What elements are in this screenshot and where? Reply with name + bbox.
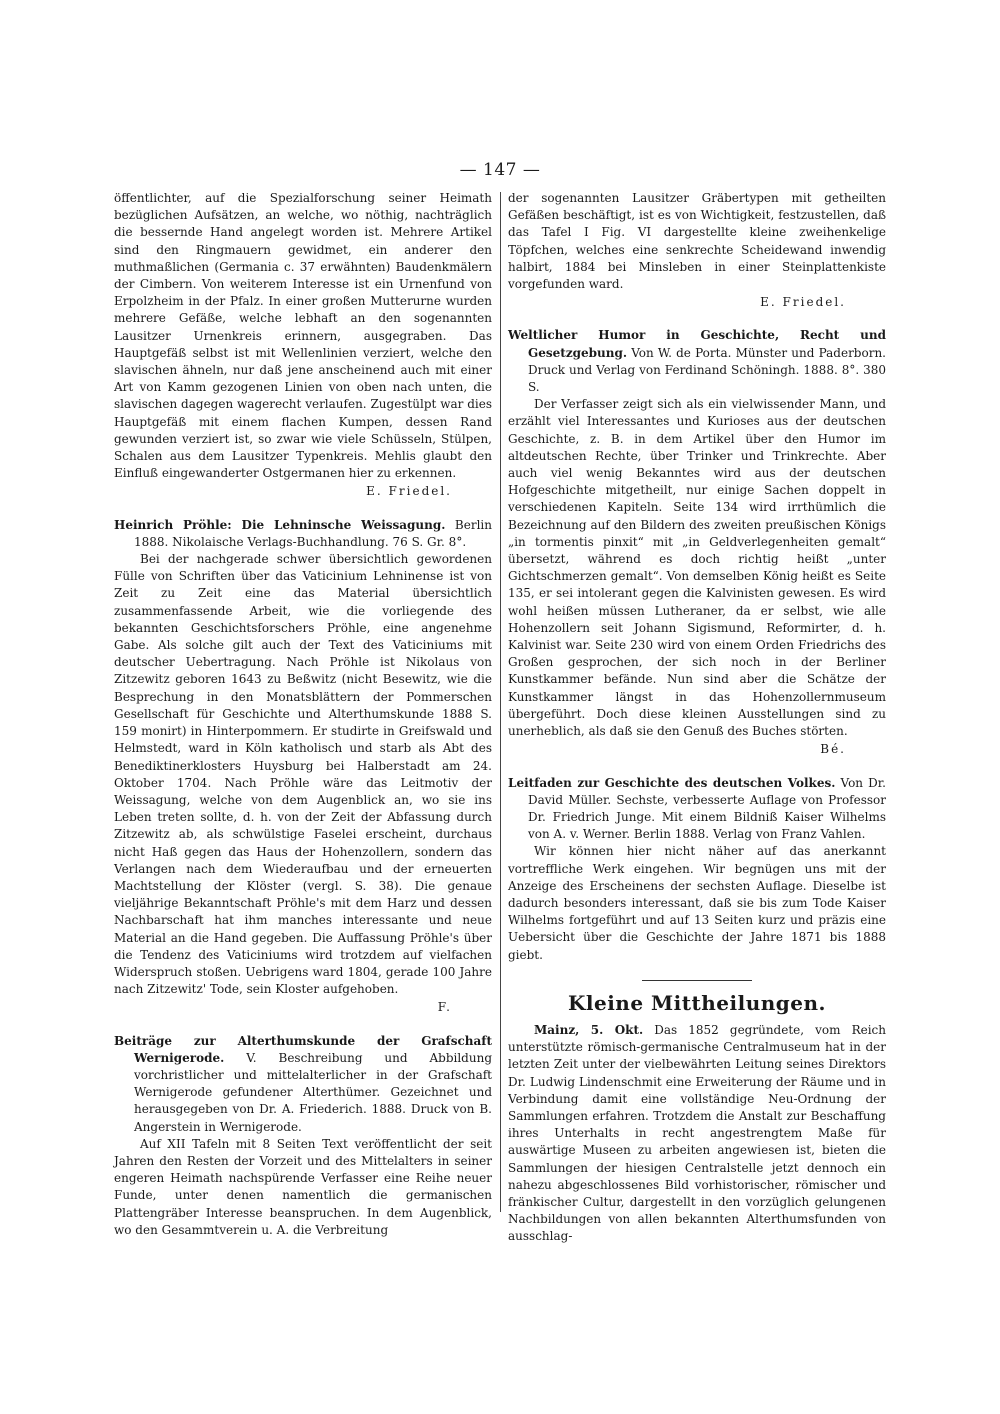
news-paragraph xyxy=(508,1022,886,1246)
signature: F. xyxy=(437,1000,452,1015)
section-separator-rule xyxy=(642,980,752,981)
review-details: V. Beschreibung und Abbildung vorchristlicher und mittelalterlicher in der Grafschaft Wernigerode gefundener Alterthümer. Gezeichnet und herausgegeben von Dr. A. Friederich. 1888. Druck von B. Angerstein in Wernigerode. xyxy=(134,1050,492,1134)
right-column xyxy=(508,190,886,1246)
column-divider xyxy=(500,192,501,1212)
left-column xyxy=(114,190,492,1239)
review-entry xyxy=(114,1033,492,1136)
review-heading: Heinrich Pröhle: Die Lehninsche Weissagung. xyxy=(114,517,446,532)
review-paragraph: Bei der nachgerade schwer übersichtlich gewordenen Fülle von Schriften über das Vaticinium Lehninense ist von Zeit zu Zeit eine das Material übersichtlich zusammenfassende Arbeit, wie die vorliegende des bekannten Geschichtsforschers Pröhle, eine angenehme Gabe. Als solche gilt auch der Text des Vaticiniums mit deutscher Uebertragung. Nach Pröhle ist Nikolaus von Zitzewitz geboren 1643 zu Beßwitz (nicht Besewitz, wie die Besprechung in den Monatsblättern der Pommerschen Gesellschaft für Geschichte und Alterthumskunde 1888 S. 159 monirt) in Hinterpommern. Er studirte in Greifswald und Helmstedt, ward in Köln katholisch und starb als Abt des Benediktinerklosters Huysburg bei Halberstadt am 24. Oktober 1704. Nach Pröhle wäre das Leitmotiv der Weissagung, welche von dem Augenblick an, wo sie ins Leben treten sollte, d. h. von der Zeit der Abfassung durch Zitzewitz ab, als schwülstige Faselei erscheint, durchaus nicht Haß gegen das Haus der Hohenzollern, sondern das Verlangen nach dem Wiederaufbau und der erneuerten Machtstellung der Klöster (vergl. S. 38). Die genaue vieljährige Bekanntschaft Pröhle's mit dem Harz und dessen Nachbarschaft hat ihm manches interessante und neue Material an die Hand gegeben. Die Auffassung Pröhle's über die Tendenz des Vaticiniums wird trotzdem auf vielfachen Widerspruch stoßen. Uebrigens ward 1804, gerade 100 Jahre nach Zitzewitz' Tode, sein Kloster aufgehoben. xyxy=(114,552,492,997)
review-paragraph: Auf XII Tafeln mit 8 Seiten Text veröffentlicht der seit Jahren den Resten der Vorzeit und des Mittelalters in seiner engeren Heimath nachspürende Verfasser eine Reihe neuer Funde, unter denen namentlich die germanischen Plattengräber Interesse beanspruchen. In dem Augenblick, wo den Gesammtverein u. A. die Verbreitung xyxy=(114,1136,492,1237)
signature: Bé. xyxy=(820,742,846,757)
review-details: Von Dr. David Müller. Sechste, verbesserte Auflage von Professor Dr. Friedrich Junge. Mit einem Bildniß Kaiser Wilhelms von A. v. Werner. Berlin 1888. Verlag von Franz Vahlen. xyxy=(528,775,886,842)
news-text: Das 1852 gegründete, vom Reich unterstützte römisch-germanische Centralmuseum hat in der letzten Zeit unter der vielbewährten Leitung seines Direktors Dr. Ludwig Lindenschmit eine Erweiterung der Räume und in Verbindung damit eine vollständige Neu-Ordnung der Sammlungen erfahren. Trotzdem die Anstalt zur Beschaffung ihres Unterhalts in recht angestrengtem Maße für auswärtige Museen zu arbeiten angewiesen ist, bieten die Sammlungen der hiesigen Centralstelle jetzt dennoch ein nahezu abgeschlossenes Bild vorhistorischer, römischer und fränkischer Cultur, dargestellt in den vorzüglich gelungenen Nachbildungen von allen bekannten Alterthumsfunden von ausschlag- xyxy=(508,1022,886,1244)
review-paragraph: Der Verfasser zeigt sich als ein vielwissender Mann, und erzählt viel Interessantes und Kurioses aus der deutschen Geschichte, z. B. in dem Artikel über den Humor im altdeutschen Rechte, über Trinker und Trinkrechte. Aber auch viel wenig Bekanntes wird aus der deutschen Hofgeschichte mitgetheilt, nur einige Sachen doppelt in verschiedenen Kapiteln. Seite 134 wird irrthümlich die Bezeichnung auf den Bildern des zweiten preußischen Königs „in tormentis pinxit“ mit „in Geldverlegenheiten gemalt“ übersetzt, während es doch richtig heißt „unter Gichtschmerzen gemalt“. Von demselben König heißt es Seite 135, er sei intolerant gegen die Kalvinisten gewesen. Es wird wohl heißen müssen Lutheraner, da er selbst, wie alle Hohenzollern seit Johann Sigismund, Reformirter, d. h. Kalvinist war. Seite 230 wird von einem Orden Friedrichs des Großen gesprochen, der sich noch in der Berliner Kunstkammer befände. Nun sind aber die Schätze der Kunstkammer längst in das Hohenzollernmuseum übergeführt. Doch diese kleinen Ausstellungen sind zu unerheblich, als daß sie den Genuß des Buches störten. xyxy=(508,397,886,739)
signature: E. Friedel. xyxy=(760,295,846,310)
review-heading: Beiträge zur Alterthumskunde der Grafschaft Wernigerode. xyxy=(114,1033,492,1065)
signature: E. Friedel. xyxy=(366,484,452,499)
continued-paragraph: der sogenannten Lausitzer Gräbertypen mit getheilten Gefäßen beschäftigt, ist es von Wichtigkeit, festzustellen, daß das Tafel I Fig. VI dargestellte kleine zweihenkelige Töpfchen, welches eine senkrechte Scheidewand inwendig halbirt, 1884 bei Minsleben in einer Steinplattenkiste vorgefunden ward. xyxy=(508,191,886,292)
review-heading: Leitfaden zur Geschichte des deutschen Volkes. xyxy=(508,775,836,790)
page-number: — 147 — xyxy=(459,160,541,180)
review-paragraph: Wir können hier nicht näher auf das anerkannt vortreffliche Werk eingehen. Wir begnügen uns mit der Anzeige des Erscheinens der sechsten Auflage. Dieselbe ist dadurch besonders interessant, daß sie bis zum Tode Kaiser Wilhelms fortgeführt und auf 13 Seiten kurz und präzis eine Uebersicht über die Geschichte der Jahre 1871 bis 1888 giebt. xyxy=(508,844,886,962)
review-heading: Weltlicher Humor in Geschichte, Recht und Gesetzgebung. xyxy=(508,328,886,360)
review-details: Von W. de Porta. Münster und Paderborn. Druck und Verlag von Ferdinand Schöningh. 1888. 8°. 380 S. xyxy=(528,345,886,395)
review-entry xyxy=(508,327,886,396)
news-dateline: Mainz, 5. Okt. xyxy=(534,1022,644,1037)
continued-paragraph: öffentlichter, auf die Spezialforschung seiner Heimath bezüglichen Aufsätzen, an welche, wo nöthig, nachträglich die bessernde Hand angelegt worden ist. Mehrere Artikel sind den Ringmauern gewidmet, ein anderer den muthmaßlichen (Germania c. 37 erwähnten) Baudenkmälern der Cimbern. Von weiterem Interesse ist ein Urnenfund von Erpolzheim in der Pfalz. In einer großen Mutterurne wurden mehrere Gefäße, welche lebhaft an den sogenannten Lausitzer Urnenkreis erinnern, ausgegraben. Das Hauptgefäß selbst ist mit Wellenlinien verziert, welche den slavischen ähneln, nur daß jene anscheinend auch mit einer Art von Kamm gezogenen Linien von oben nach unten, die slavischen dagegen wagerecht verlaufen. Zugestülpt war dies Hauptgefäß mit einem flachen Kumpen, dessen Rand gewunden verziert ist, so zwar wie viele Schüsseln, Stülpen, Schalen aus dem Lausitzer Typenkreis. Mehlis glaubt den Einfluß eingewanderter Ostgermanen hier zu erkennen. xyxy=(114,191,492,481)
section-title: Kleine Mittheilungen. xyxy=(568,990,826,1015)
review-details: Berlin 1888. Nikolaische Verlags-Buchhandlung. 76 S. Gr. 8°. xyxy=(134,517,492,549)
review-entry xyxy=(114,517,492,551)
review-entry xyxy=(508,775,886,844)
